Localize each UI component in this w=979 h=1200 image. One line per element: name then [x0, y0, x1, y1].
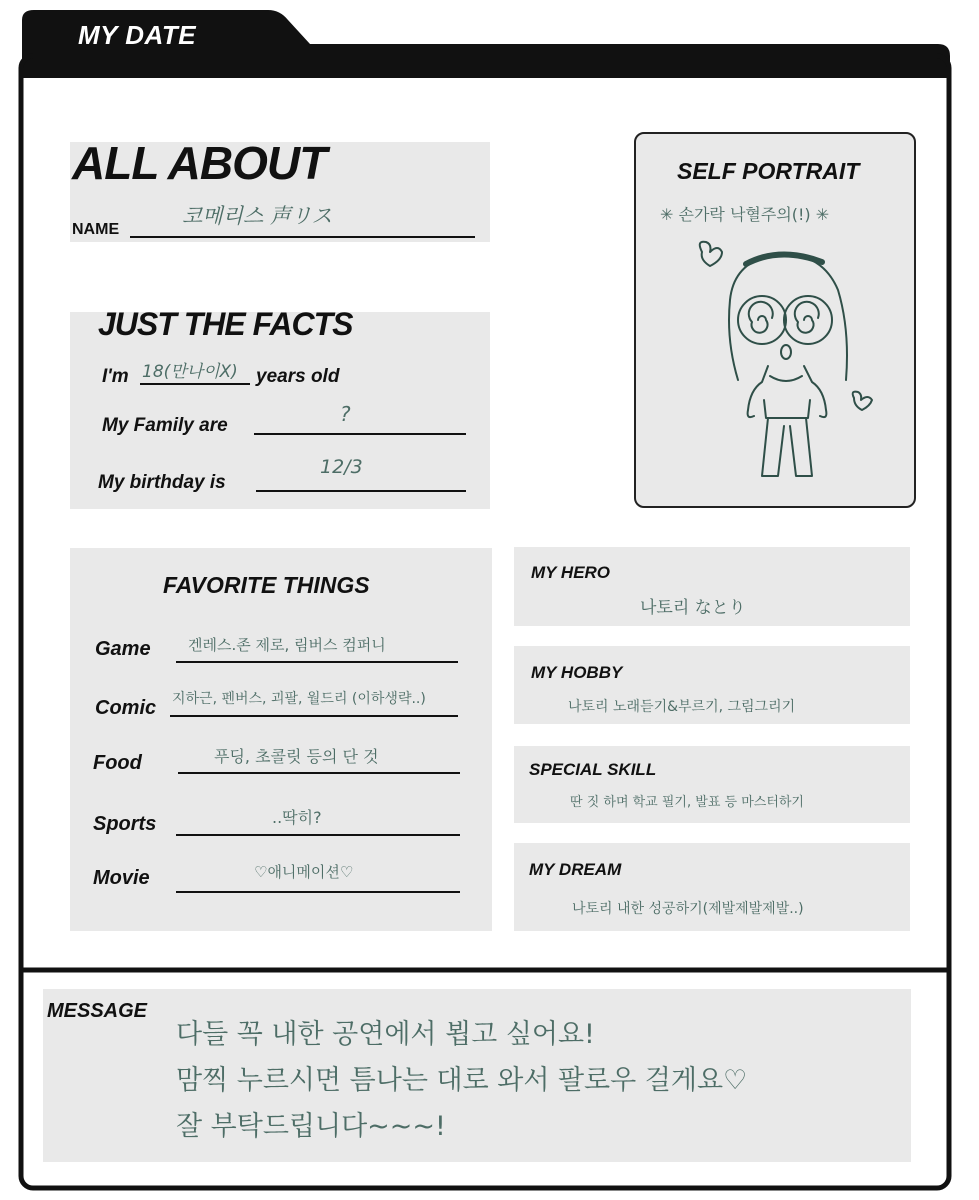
message-line-1: 다들 꼭 내한 공연에서 뵙고 싶어요!	[176, 1019, 595, 1050]
facts-heading: JUST THE FACTS	[98, 306, 353, 342]
fav-label-food: Food	[93, 752, 142, 774]
fav-value-comic: 지하근, 펜버스, 괴팔, 월드리 (이하생략..)	[172, 691, 426, 707]
card-my-hero-value: 나토리 なとり	[640, 598, 746, 618]
name-label: NAME	[72, 221, 120, 238]
all-about-heading: ALL ABOUT	[72, 137, 327, 189]
fav-line-game	[176, 661, 458, 663]
fav-line-sports	[176, 834, 460, 836]
fav-line-food	[178, 772, 460, 774]
family-value: ?	[340, 402, 351, 426]
fav-line-movie	[176, 891, 460, 893]
card-my-dream-label: MY DREAM	[529, 860, 622, 879]
favorite-things-heading: FAVORITE THINGS	[163, 572, 370, 598]
card-special-skill	[514, 746, 910, 823]
family-label: My Family are	[102, 415, 228, 436]
age-suffix: years old	[256, 366, 340, 387]
card-my-dream-value: 나토리 내한 성공하기(제발제발제발..)	[572, 901, 804, 917]
card-my-hero-label: MY HERO	[531, 563, 611, 582]
card-special-skill-value: 딴 짓 하며 학교 필기, 발표 등 마스터하기	[570, 795, 804, 810]
family-line	[254, 433, 466, 435]
self-portrait-heading: SELF PORTRAIT	[677, 158, 860, 184]
age-line	[140, 383, 250, 385]
birthday-value: 12/3	[320, 456, 363, 478]
fav-label-game: Game	[95, 638, 151, 660]
card-my-hobby-label: MY HOBBY	[531, 663, 623, 682]
folder-tab-title: MY DATE	[78, 20, 197, 50]
name-value: 코메리스 声リス	[182, 204, 333, 228]
message-line-3: 잘 부탁드립니다~~~!	[176, 1111, 446, 1142]
portrait-drawing	[690, 230, 890, 490]
age-value: 18(만나이X)	[142, 362, 238, 382]
name-line	[130, 236, 475, 238]
fav-label-sports: Sports	[93, 813, 157, 835]
age-prefix: I'm	[102, 366, 129, 387]
fav-label-movie: Movie	[93, 867, 150, 889]
message-label: MESSAGE	[47, 1000, 148, 1022]
fav-value-game: 겐레스.존 제로, 림버스 컴퍼니	[188, 636, 386, 654]
portrait-note: ✳ 손가락 낙혈주의(!) ✳	[660, 205, 830, 224]
fav-label-comic: Comic	[95, 697, 157, 719]
fav-value-food: 푸딩, 초콜릿 등의 단 것	[214, 747, 379, 766]
birthday-line	[256, 490, 466, 492]
card-my-hobby-value: 나토리 노래듣기&부르기, 그림그리기	[568, 699, 796, 715]
birthday-label: My birthday is	[98, 472, 226, 493]
fav-value-movie: ♡애니메이션♡	[254, 863, 354, 881]
message-line-2: 맘찍 누르시면 틈나는 대로 와서 팔로우 걸게요♡	[176, 1065, 748, 1096]
fav-line-comic	[170, 715, 458, 717]
card-special-skill-label: SPECIAL SKILL	[529, 760, 657, 779]
fav-value-sports: ..딱히?	[272, 808, 322, 827]
